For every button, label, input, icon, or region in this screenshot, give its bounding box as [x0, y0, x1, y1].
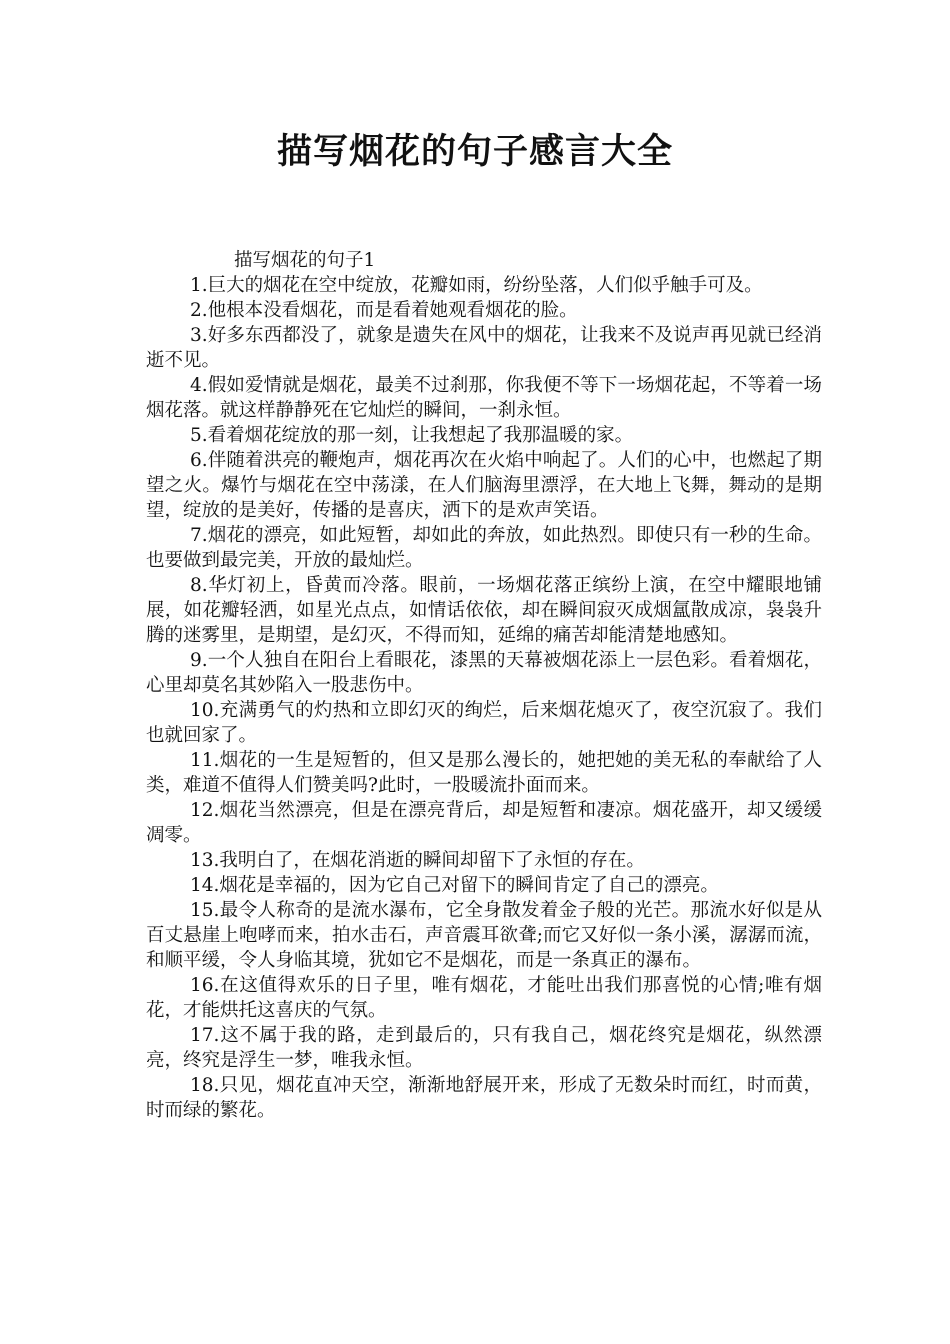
document-title: 描写烟花的句子感言大全: [276, 132, 673, 172]
sentence-item-1: 1.巨大的烟花在空中绽放，花瓣如雨，纷纷坠落，人们似乎触手可及。: [190, 275, 763, 296]
sentence-item-14: 14.烟花是幸福的，因为它自己对留下的瞬间肯定了自己的漂亮。: [190, 875, 719, 896]
sentence-item-10: 10.充满勇气的灼热和立即幻灭的绚烂，后来烟花熄灭了，夜空沉寂了。我们也就回家了。: [146, 700, 822, 746]
sentence-item-6: 6.伴随着洪亮的鞭炮声，烟花再次在火焰中响起了。人们的心中，也燃起了期望之火。爆竹与烟花在空中荡漾，在人们脑海里漂浮，在大地上飞舞，舞动的是期望，绽放的是美好，传播的是喜庆，洒下的是欢声笑语。: [146, 450, 822, 521]
sentence-item-9: 9.一个人独自在阳台上看眼花，漆黑的天幕被烟花添上一层色彩。看着烟花，心里却莫名其妙陷入一股悲伤中。: [146, 650, 822, 696]
sentence-item-2: 2.他根本没看烟花，而是看着她观看烟花的脸。: [190, 300, 578, 321]
sentence-item-5: 5.看着烟花绽放的那一刻，让我想起了我那温暖的家。: [190, 425, 634, 446]
sentence-item-13: 13.我明白了，在烟花消逝的瞬间却留下了永恒的存在。: [190, 850, 645, 871]
section-heading: 描写烟花的句子1: [234, 250, 376, 271]
sentence-item-17: 17.这不属于我的路，走到最后的，只有我自己，烟花终究是烟花，纵然漂亮，终究是浮生一梦，唯我永恒。: [146, 1025, 822, 1071]
sentence-item-4: 4.假如爱情就是烟花，最美不过刹那，你我便不等下一场烟花起，不等着一场烟花落。就这样静静死在它灿烂的瞬间，一刹永恒。: [146, 375, 822, 421]
sentence-item-16: 16.在这值得欢乐的日子里，唯有烟花，才能吐出我们那喜悦的心情;唯有烟花，才能烘托这喜庆的气氛。: [146, 975, 822, 1021]
sentence-item-18: 18.只见，烟花直冲天空，渐渐地舒展开来，形成了无数朵时而红，时而黄，时而绿的繁花。: [146, 1075, 822, 1121]
sentence-item-7: 7.烟花的漂亮，如此短暂，却如此的奔放，如此热烈。即使只有一秒的生命。也要做到最完美，开放的最灿烂。: [146, 525, 822, 571]
sentence-item-12: 12.烟花当然漂亮，但是在漂亮背后，却是短暂和凄凉。烟花盛开，却又缓缓凋零。: [146, 800, 822, 846]
sentence-item-11: 11.烟花的一生是短暂的，但又是那么漫长的，她把她的美无私的奉献给了人类，难道不值得人们赞美吗?此时，一股暖流扑面而来。: [146, 750, 822, 796]
sentence-item-8: 8.华灯初上，昏黄而冷落。眼前，一场烟花落正缤纷上演，在空中耀眼地铺展，如花瓣轻洒，如星光点点，如情话依依，却在瞬间寂灭成烟氲散成凉，袅袅升腾的迷雾里，是期望，是幻灭，不得而知，延绵的痛苦却能清楚地感知。: [146, 575, 822, 646]
document-body: [146, 248, 822, 1123]
sentence-item-3: 3.好多东西都没了，就象是遗失在风中的烟花，让我来不及说声再见就已经消逝不见。: [146, 325, 822, 371]
sentence-item-15: 15.最令人称奇的是流水瀑布，它全身散发着金子般的光芒。那流水好似是从百丈悬崖上咆哮而来，拍水击石，声音震耳欲聋;而它又好似一条小溪，潺潺而流，和顺平缓，令人身临其境，犹如它不是烟花，而是一条真正的瀑布。: [146, 900, 822, 971]
